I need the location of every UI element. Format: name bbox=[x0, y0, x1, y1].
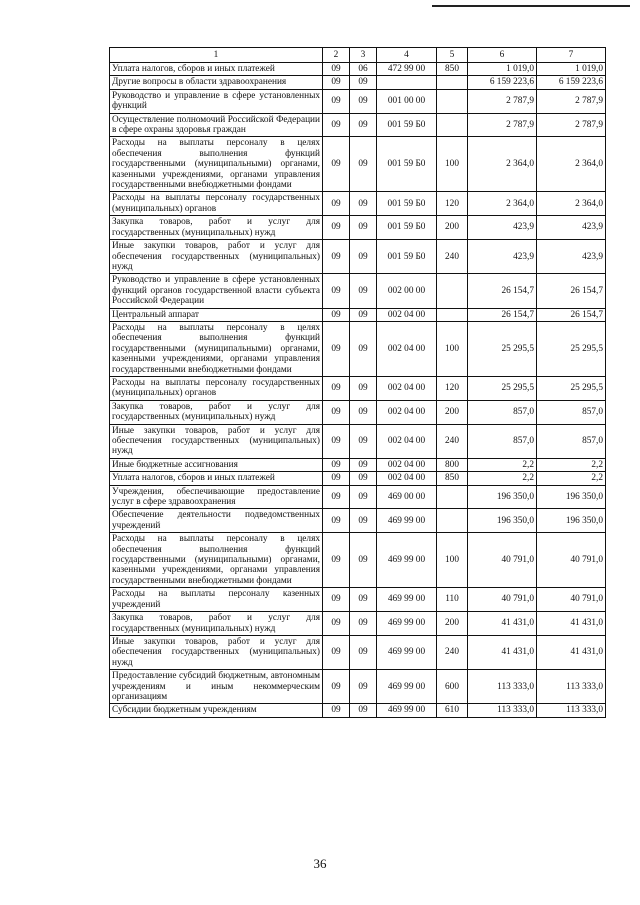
table-row bbox=[110, 321, 606, 376]
section-code-cell: 09 bbox=[323, 63, 350, 76]
expense-type-cell: 240 bbox=[437, 240, 468, 274]
table-row bbox=[110, 533, 606, 588]
column-header: 4 bbox=[377, 48, 437, 63]
section-code-cell: 09 bbox=[323, 137, 350, 192]
target-article-cell: 001 00 00 bbox=[377, 89, 437, 113]
target-article-cell: 469 99 00 bbox=[377, 509, 437, 533]
amount-cell: 1 019,0 bbox=[537, 63, 606, 76]
expense-type-cell: 100 bbox=[437, 321, 468, 376]
section-code-cell: 09 bbox=[323, 240, 350, 274]
row-name-cell: Субсидии бюджетным учреждениям bbox=[110, 704, 323, 717]
target-article-cell: 002 04 00 bbox=[377, 400, 437, 424]
target-article-cell: 002 04 00 bbox=[377, 472, 437, 485]
amount-cell: 41 431,0 bbox=[537, 612, 606, 636]
subsection-code-cell: 09 bbox=[350, 458, 377, 471]
row-name-cell: Расходы на выплаты персоналу государственных (муниципальных) органов bbox=[110, 376, 323, 400]
section-code-cell: 09 bbox=[323, 424, 350, 458]
amount-cell: 40 791,0 bbox=[537, 533, 606, 588]
expense-type-cell: 100 bbox=[437, 533, 468, 588]
target-article-cell: 001 59 Б0 bbox=[377, 137, 437, 192]
subsection-code-cell: 09 bbox=[350, 424, 377, 458]
subsection-code-cell: 09 bbox=[350, 274, 377, 308]
column-header: 7 bbox=[537, 48, 606, 63]
target-article-cell: 469 00 00 bbox=[377, 485, 437, 509]
table-row bbox=[110, 472, 606, 485]
section-code-cell: 09 bbox=[323, 376, 350, 400]
row-name-cell: Иные закупки товаров, работ и услуг для обеспечения государственных (муниципальных) нужд bbox=[110, 424, 323, 458]
section-code-cell: 09 bbox=[323, 400, 350, 424]
table-row bbox=[110, 216, 606, 240]
amount-cell: 26 154,7 bbox=[537, 274, 606, 308]
top-rule bbox=[432, 5, 630, 7]
expense-type-cell: 240 bbox=[437, 424, 468, 458]
expense-type-cell: 120 bbox=[437, 376, 468, 400]
expense-type-cell: 850 bbox=[437, 472, 468, 485]
row-name-cell: Учреждения, обеспечивающие предоставление услуг в сфере здравоохранения bbox=[110, 485, 323, 509]
section-code-cell: 09 bbox=[323, 533, 350, 588]
expense-type-cell bbox=[437, 308, 468, 321]
expense-type-cell: 200 bbox=[437, 400, 468, 424]
subsection-code-cell: 09 bbox=[350, 588, 377, 612]
amount-cell: 2 364,0 bbox=[537, 192, 606, 216]
subsection-code-cell: 06 bbox=[350, 63, 377, 76]
amount-cell: 196 350,0 bbox=[537, 485, 606, 509]
subsection-code-cell: 09 bbox=[350, 89, 377, 113]
table-row bbox=[110, 612, 606, 636]
amount-cell: 40 791,0 bbox=[537, 588, 606, 612]
target-article-cell: 001 59 Б0 bbox=[377, 216, 437, 240]
section-code-cell: 09 bbox=[323, 308, 350, 321]
row-name-cell: Руководство и управление в сфере установленных функций органов государственной власти субъекта Российской Федерации bbox=[110, 274, 323, 308]
section-code-cell: 09 bbox=[323, 113, 350, 137]
target-article-cell: 469 99 00 bbox=[377, 704, 437, 717]
table-row bbox=[110, 588, 606, 612]
amount-cell: 857,0 bbox=[537, 424, 606, 458]
amount-cell: 196 350,0 bbox=[468, 485, 537, 509]
row-name-cell: Закупка товаров, работ и услуг для государственных (муниципальных) нужд bbox=[110, 400, 323, 424]
row-name-cell: Закупка товаров, работ и услуг для государственных (муниципальных) нужд bbox=[110, 216, 323, 240]
amount-cell: 6 159 223,6 bbox=[537, 76, 606, 89]
row-name-cell: Расходы на выплаты персоналу государственных (муниципальных) органов bbox=[110, 192, 323, 216]
expense-type-cell: 240 bbox=[437, 635, 468, 669]
table-row bbox=[110, 113, 606, 137]
subsection-code-cell: 09 bbox=[350, 635, 377, 669]
subsection-code-cell: 09 bbox=[350, 308, 377, 321]
row-name-cell: Осуществление полномочий Российской Федерации в сфере охраны здоровья граждан bbox=[110, 113, 323, 137]
amount-cell: 196 350,0 bbox=[468, 509, 537, 533]
section-code-cell: 09 bbox=[323, 472, 350, 485]
column-header: 2 bbox=[323, 48, 350, 63]
row-name-cell: Расходы на выплаты персоналу в целях обеспечения выполнения функций государственными (муниципальными) органами, казенными учреждениями, органами управления государственными внебюджетными фондами bbox=[110, 533, 323, 588]
amount-cell: 2 787,9 bbox=[468, 89, 537, 113]
expense-type-cell: 100 bbox=[437, 137, 468, 192]
section-code-cell: 09 bbox=[323, 89, 350, 113]
row-name-cell: Уплата налогов, сборов и иных платежей bbox=[110, 472, 323, 485]
subsection-code-cell: 09 bbox=[350, 612, 377, 636]
amount-cell: 26 154,7 bbox=[468, 274, 537, 308]
target-article-cell: 002 04 00 bbox=[377, 308, 437, 321]
amount-cell: 2 787,9 bbox=[537, 89, 606, 113]
section-code-cell: 09 bbox=[323, 588, 350, 612]
row-name-cell: Обеспечение деятельности подведомственных учреждений bbox=[110, 509, 323, 533]
amount-cell: 2 364,0 bbox=[468, 137, 537, 192]
amount-cell: 41 431,0 bbox=[468, 612, 537, 636]
row-name-cell: Расходы на выплаты персоналу казенных учреждений bbox=[110, 588, 323, 612]
target-article-cell bbox=[377, 76, 437, 89]
subsection-code-cell: 09 bbox=[350, 321, 377, 376]
section-code-cell: 09 bbox=[323, 635, 350, 669]
column-header: 5 bbox=[437, 48, 468, 63]
amount-cell: 2 787,9 bbox=[468, 113, 537, 137]
amount-cell: 857,0 bbox=[537, 400, 606, 424]
amount-cell: 857,0 bbox=[468, 424, 537, 458]
section-code-cell: 09 bbox=[323, 485, 350, 509]
table-row bbox=[110, 192, 606, 216]
subsection-code-cell: 09 bbox=[350, 472, 377, 485]
amount-cell: 25 295,5 bbox=[537, 376, 606, 400]
row-name-cell: Иные бюджетные ассигнования bbox=[110, 458, 323, 471]
row-name-cell: Расходы на выплаты персоналу в целях обеспечения выполнения функций государственными (муниципальными) органами, казенными учреждениями, органами управления государственными внебюджетными фондами bbox=[110, 137, 323, 192]
expense-type-cell: 610 bbox=[437, 704, 468, 717]
expense-type-cell: 200 bbox=[437, 612, 468, 636]
expense-type-cell: 200 bbox=[437, 216, 468, 240]
subsection-code-cell: 09 bbox=[350, 376, 377, 400]
expense-type-cell: 110 bbox=[437, 588, 468, 612]
table-row bbox=[110, 274, 606, 308]
expense-type-cell: 600 bbox=[437, 670, 468, 704]
expense-type-cell bbox=[437, 509, 468, 533]
subsection-code-cell: 09 bbox=[350, 533, 377, 588]
subsection-code-cell: 09 bbox=[350, 509, 377, 533]
amount-cell: 2 787,9 bbox=[537, 113, 606, 137]
table-row bbox=[110, 63, 606, 76]
amount-cell: 113 333,0 bbox=[537, 670, 606, 704]
amount-cell: 2,2 bbox=[537, 472, 606, 485]
section-code-cell: 09 bbox=[323, 509, 350, 533]
target-article-cell: 002 04 00 bbox=[377, 458, 437, 471]
table-row bbox=[110, 76, 606, 89]
budget-table bbox=[109, 47, 606, 718]
amount-cell: 857,0 bbox=[468, 400, 537, 424]
amount-cell: 25 295,5 bbox=[468, 376, 537, 400]
target-article-cell: 002 04 00 bbox=[377, 424, 437, 458]
amount-cell: 2,2 bbox=[468, 458, 537, 471]
amount-cell: 41 431,0 bbox=[468, 635, 537, 669]
amount-cell: 25 295,5 bbox=[468, 321, 537, 376]
amount-cell: 26 154,7 bbox=[468, 308, 537, 321]
subsection-code-cell: 09 bbox=[350, 400, 377, 424]
amount-cell: 41 431,0 bbox=[537, 635, 606, 669]
table-row bbox=[110, 89, 606, 113]
expense-type-cell bbox=[437, 113, 468, 137]
row-name-cell: Иные закупки товаров, работ и услуг для обеспечения государственных (муниципальных) нужд bbox=[110, 635, 323, 669]
amount-cell: 423,9 bbox=[537, 216, 606, 240]
table-row bbox=[110, 424, 606, 458]
target-article-cell: 472 99 00 bbox=[377, 63, 437, 76]
target-article-cell: 002 04 00 bbox=[377, 321, 437, 376]
subsection-code-cell: 09 bbox=[350, 76, 377, 89]
table-row bbox=[110, 458, 606, 471]
amount-cell: 113 333,0 bbox=[468, 670, 537, 704]
subsection-code-cell: 09 bbox=[350, 192, 377, 216]
target-article-cell: 469 99 00 bbox=[377, 533, 437, 588]
expense-type-cell bbox=[437, 89, 468, 113]
table-row bbox=[110, 137, 606, 192]
row-name-cell: Иные закупки товаров, работ и услуг для обеспечения государственных (муниципальных) нужд bbox=[110, 240, 323, 274]
amount-cell: 26 154,7 bbox=[537, 308, 606, 321]
row-name-cell: Закупка товаров, работ и услуг для государственных (муниципальных) нужд bbox=[110, 612, 323, 636]
target-article-cell: 002 04 00 bbox=[377, 376, 437, 400]
subsection-code-cell: 09 bbox=[350, 216, 377, 240]
expense-type-cell bbox=[437, 274, 468, 308]
subsection-code-cell: 09 bbox=[350, 485, 377, 509]
section-code-cell: 09 bbox=[323, 216, 350, 240]
amount-cell: 423,9 bbox=[468, 216, 537, 240]
row-name-cell: Расходы на выплаты персоналу в целях обеспечения выполнения функций государственными (муниципальными) органами, казенными учреждениями, органами управления государственными внебюджетными фондами bbox=[110, 321, 323, 376]
section-code-cell: 09 bbox=[323, 321, 350, 376]
target-article-cell: 469 99 00 bbox=[377, 612, 437, 636]
subsection-code-cell: 09 bbox=[350, 240, 377, 274]
table-row bbox=[110, 670, 606, 704]
expense-type-cell: 800 bbox=[437, 458, 468, 471]
amount-cell: 423,9 bbox=[468, 240, 537, 274]
row-name-cell: Руководство и управление в сфере установленных функций bbox=[110, 89, 323, 113]
target-article-cell: 001 59 Б0 bbox=[377, 240, 437, 274]
table-row bbox=[110, 376, 606, 400]
row-name-cell: Центральный аппарат bbox=[110, 308, 323, 321]
column-header: 3 bbox=[350, 48, 377, 63]
table-row bbox=[110, 240, 606, 274]
amount-cell: 6 159 223,6 bbox=[468, 76, 537, 89]
amount-cell: 196 350,0 bbox=[537, 509, 606, 533]
amount-cell: 25 295,5 bbox=[537, 321, 606, 376]
expense-type-cell bbox=[437, 485, 468, 509]
amount-cell: 2,2 bbox=[468, 472, 537, 485]
target-article-cell: 469 99 00 bbox=[377, 588, 437, 612]
target-article-cell: 002 00 00 bbox=[377, 274, 437, 308]
amount-cell: 113 333,0 bbox=[468, 704, 537, 717]
subsection-code-cell: 09 bbox=[350, 137, 377, 192]
amount-cell: 40 791,0 bbox=[468, 588, 537, 612]
amount-cell: 2,2 bbox=[537, 458, 606, 471]
section-code-cell: 09 bbox=[323, 192, 350, 216]
section-code-cell: 09 bbox=[323, 612, 350, 636]
table-row bbox=[110, 635, 606, 669]
subsection-code-cell: 09 bbox=[350, 704, 377, 717]
amount-cell: 113 333,0 bbox=[537, 704, 606, 717]
table-row bbox=[110, 400, 606, 424]
expense-type-cell: 850 bbox=[437, 63, 468, 76]
column-header: 1 bbox=[110, 48, 323, 63]
section-code-cell: 09 bbox=[323, 274, 350, 308]
section-code-cell: 09 bbox=[323, 704, 350, 717]
row-name-cell: Предоставление субсидий бюджетным, автономным учреждениям и иным некоммерческим организациям bbox=[110, 670, 323, 704]
target-article-cell: 001 59 Б0 bbox=[377, 192, 437, 216]
expense-type-cell: 120 bbox=[437, 192, 468, 216]
row-name-cell: Уплата налогов, сборов и иных платежей bbox=[110, 63, 323, 76]
subsection-code-cell: 09 bbox=[350, 113, 377, 137]
subsection-code-cell: 09 bbox=[350, 670, 377, 704]
target-article-cell: 001 59 Б0 bbox=[377, 113, 437, 137]
amount-cell: 2 364,0 bbox=[468, 192, 537, 216]
section-code-cell: 09 bbox=[323, 670, 350, 704]
expense-type-cell bbox=[437, 76, 468, 89]
table-row bbox=[110, 308, 606, 321]
amount-cell: 423,9 bbox=[537, 240, 606, 274]
target-article-cell: 469 99 00 bbox=[377, 635, 437, 669]
page-number: 36 bbox=[313, 856, 327, 871]
table-row bbox=[110, 509, 606, 533]
target-article-cell: 469 99 00 bbox=[377, 670, 437, 704]
section-code-cell: 09 bbox=[323, 458, 350, 471]
amount-cell: 40 791,0 bbox=[468, 533, 537, 588]
section-code-cell: 09 bbox=[323, 76, 350, 89]
column-header: 6 bbox=[468, 48, 537, 63]
table-row bbox=[110, 704, 606, 717]
table-row bbox=[110, 485, 606, 509]
row-name-cell: Другие вопросы в области здравоохранения bbox=[110, 76, 323, 89]
amount-cell: 2 364,0 bbox=[537, 137, 606, 192]
header-row bbox=[110, 48, 606, 63]
amount-cell: 1 019,0 bbox=[468, 63, 537, 76]
